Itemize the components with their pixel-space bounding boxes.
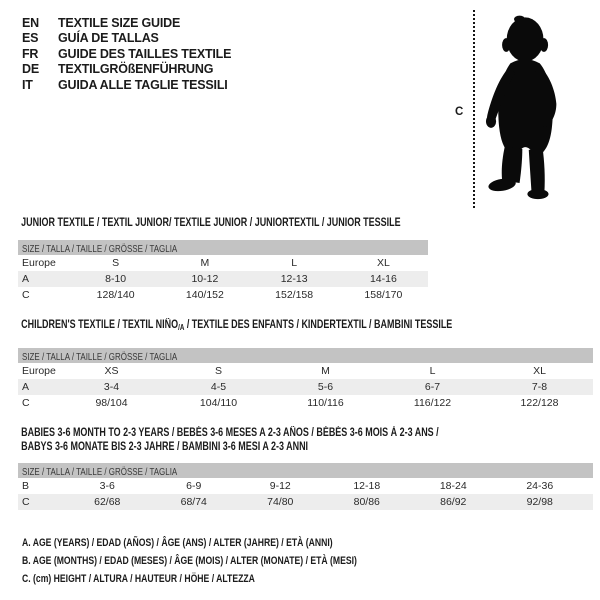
size-cell: S xyxy=(112,257,120,269)
row-label: C xyxy=(22,397,30,409)
size-cell: 116/122 xyxy=(413,397,452,409)
size-cell: 3-4 xyxy=(103,381,120,393)
size-cell: 104/110 xyxy=(199,397,238,409)
size-cell: 128/140 xyxy=(96,289,135,301)
size-header-bar xyxy=(18,240,428,255)
size-header-bar xyxy=(18,348,593,363)
language-row-it xyxy=(22,78,231,93)
size-cell: 68/74 xyxy=(180,496,207,508)
size-cell: 8-10 xyxy=(105,273,127,285)
height-measure-dotted-line xyxy=(473,10,475,208)
baby-silhouette xyxy=(480,9,572,208)
size-cell: 152/158 xyxy=(275,289,314,301)
title-main: CHILDREN'S TEXTILE / TEXTIL NIÑO xyxy=(21,319,179,331)
language-row-es xyxy=(22,31,231,46)
row-label: Europe xyxy=(22,257,56,269)
size-cell: XL xyxy=(533,365,546,377)
row-label: A xyxy=(22,273,30,285)
language-code: EN xyxy=(22,16,39,30)
size-table-row-a xyxy=(18,271,428,287)
section-title xyxy=(18,319,466,334)
size-cell: M xyxy=(321,365,330,377)
section-childrens-textile xyxy=(18,319,593,411)
size-table-row-europe xyxy=(18,363,593,379)
language-code: IT xyxy=(22,77,33,92)
section-title xyxy=(18,426,593,454)
size-cell: 122/128 xyxy=(520,397,559,409)
size-cell: 92/98 xyxy=(526,496,553,508)
size-cell: 86/92 xyxy=(440,496,467,508)
size-cell: 158/170 xyxy=(364,289,403,301)
language-row-fr xyxy=(22,47,231,62)
title-rest: / TEXTILE DES ENFANTS / KINDERTEXTIL / BAMBINI TESSILE xyxy=(184,319,453,331)
language-code: DE xyxy=(22,62,39,77)
language-title: TEXTILE SIZE GUIDE xyxy=(58,16,181,30)
size-table-row-a xyxy=(18,379,593,395)
footnote-b: B. AGE (MONTHS) / EDAD (MESES) / ÂGE (MOIS) / ALTER (MONATE) / ETÀ (MESI) xyxy=(22,555,357,568)
size-cell: 18-24 xyxy=(439,480,467,492)
babies-size-table xyxy=(18,463,593,510)
size-cell: 6-7 xyxy=(424,381,441,393)
row-label: A xyxy=(22,381,30,393)
junior-size-table xyxy=(18,240,428,303)
size-cell: 62/68 xyxy=(94,496,121,508)
size-cell: 5-6 xyxy=(317,381,334,393)
size-table-row-c xyxy=(18,287,428,303)
section-title: JUNIOR TEXTILE / TEXTIL JUNIOR/ TEXTILE JUNIOR / JUNIORTEXTIL / JUNIOR TESSILE xyxy=(21,217,401,229)
size-cell: 98/104 xyxy=(95,397,128,409)
footnotes xyxy=(22,534,441,589)
row-label: C xyxy=(22,289,30,301)
size-cell: 140/152 xyxy=(185,289,224,301)
size-cell: 24-36 xyxy=(526,480,554,492)
language-title: GUÍA DE TALLAS xyxy=(58,31,159,46)
section-junior-textile xyxy=(18,217,508,303)
childrens-size-table xyxy=(18,348,593,411)
size-cell: 10-12 xyxy=(191,273,219,285)
size-header-text: SIZE / TALLA / TAILLE / GRÖSSE / TAGLIA xyxy=(22,243,178,255)
size-cell: L xyxy=(429,365,436,377)
language-code: FR xyxy=(22,46,39,61)
size-table-row-c xyxy=(18,494,593,510)
size-table-row-europe xyxy=(18,255,428,271)
size-cell: 80/86 xyxy=(353,496,380,508)
footnote-a: A. AGE (YEARS) / EDAD (AÑOS) / ÂGE (ANS) / ALTER (JAHRE) / ETÀ (ANNI) xyxy=(22,537,333,549)
language-code: ES xyxy=(22,31,39,46)
size-table-row-c xyxy=(18,395,593,411)
title-line-1: BABIES 3-6 MONTH TO 2-3 YEARS / BEBÉS 3-6 MESES A 2-3 AÑOS / BÉBÉS 3-6 MOIS À 2-3 ANS / xyxy=(21,427,439,439)
language-title-list xyxy=(22,16,231,93)
size-cell: M xyxy=(200,257,210,269)
size-cell: 7-8 xyxy=(531,381,548,393)
title-subscript: /A xyxy=(178,323,185,332)
size-header-text: SIZE / TALLA / TAILLE / GRÖSSE / TAGLIA xyxy=(22,466,178,478)
size-cell: 9-12 xyxy=(269,480,291,492)
footnote-c: C. (cm) HEIGHT / ALTURA / HAUTEUR / HÖHE / ALTEZZA xyxy=(22,573,255,586)
size-cell: 74/80 xyxy=(267,496,294,508)
language-title: GUIDA ALLE TAGLIE TESSILI xyxy=(58,77,228,92)
height-measure-label: C xyxy=(455,106,464,118)
size-table-row-b xyxy=(18,478,593,494)
size-cell: 6-9 xyxy=(186,480,202,492)
size-cell: 3-6 xyxy=(99,480,115,492)
size-cell: 14-16 xyxy=(369,273,397,285)
row-label: Europe xyxy=(22,365,56,377)
language-title: GUIDE DES TAILLES TEXTILE xyxy=(58,46,232,61)
size-cell: XL xyxy=(376,257,390,269)
language-row-de xyxy=(22,62,231,77)
size-cell: 12-13 xyxy=(280,273,308,285)
size-cell: S xyxy=(214,365,222,377)
size-cell: XS xyxy=(104,365,119,377)
row-label: B xyxy=(22,480,30,492)
language-row-en xyxy=(22,16,231,31)
title-line-2: BABYS 3-6 MONATE BIS 2-3 JAHRE / BAMBINI 3-6 MESI A 2-3 ANNI xyxy=(21,441,309,453)
size-cell: L xyxy=(291,257,298,269)
section-babies-textile xyxy=(18,426,593,510)
size-cell: 12-18 xyxy=(353,480,381,492)
size-cell: 110/116 xyxy=(307,397,344,409)
size-header-bar xyxy=(18,463,593,478)
row-label: C xyxy=(22,496,30,508)
language-title: TEXTILGRÖßENFÜHRUNG xyxy=(58,62,214,77)
size-cell: 4-5 xyxy=(210,381,227,393)
size-header-text: SIZE / TALLA / TAILLE / GRÖSSE / TAGLIA xyxy=(22,351,178,363)
